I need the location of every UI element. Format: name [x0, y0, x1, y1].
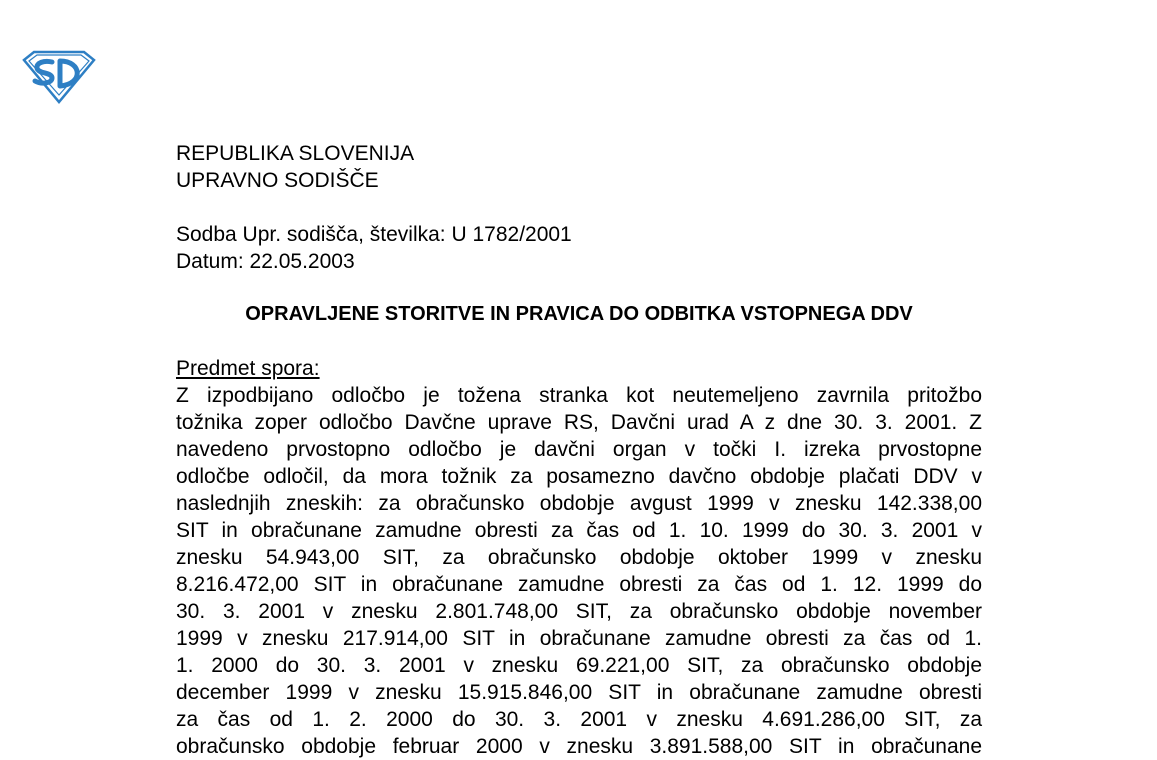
section-heading: Predmet spora:	[176, 357, 320, 380]
body-line: Z izpodbijano odločbo je tožena stranka kot neutemeljeno zavrnila pritožbo	[176, 384, 982, 407]
case-number: Sodba Upr. sodišča, številka: U 1782/2001	[176, 223, 572, 246]
section-body	[176, 382, 982, 760]
case-meta	[176, 221, 572, 275]
body-line: SIT in obračunane zamudne obresti za čas od 1. 10. 1999 do 30. 3. 2001 v	[176, 519, 982, 542]
document-title: OPRAVLJENE STORITVE IN PRAVICA DO ODBITKA VSTOPNEGA DDV	[245, 303, 913, 325]
header-court: UPRAVNO SODIŠČE	[176, 169, 379, 192]
body-line: 1. 2000 do 30. 3. 2001 v znesku 69.221,00 SIT, za obračunsko obdobje	[176, 654, 982, 677]
body-line: odločbe odločil, da mora tožnik za posamezno davčno obdobje plačati DDV v	[176, 465, 982, 488]
body-line: december 1999 v znesku 15.915.846,00 SIT in obračunane zamudne obresti	[176, 681, 982, 704]
body-line: znesku 54.943,00 SIT, za obračunsko obdobje oktober 1999 v znesku	[176, 546, 982, 569]
body-line: tožnika zoper odločbo Davčne uprave RS, Davčni urad A z dne 30. 3. 2001. Z	[176, 411, 982, 434]
court-logo-icon	[22, 48, 96, 104]
body-line: za čas od 1. 2. 2000 do 30. 3. 2001 v znesku 4.691.286,00 SIT, za	[176, 708, 982, 731]
case-date: Datum: 22.05.2003	[176, 250, 355, 273]
header-country: REPUBLIKA SLOVENIJA	[176, 142, 415, 165]
body-line: 30. 3. 2001 v znesku 2.801.748,00 SIT, za obračunsko obdobje november	[176, 600, 982, 623]
court-header	[176, 140, 414, 194]
body-line: navedeno prvostopno odločbo je davčni organ v točki I. izreka prvostopne	[176, 438, 982, 461]
body-line: obračunsko obdobje februar 2000 v znesku 3.891.588,00 SIT in obračunane	[176, 735, 982, 758]
body-line: naslednjih zneskih: za obračunsko obdobje avgust 1999 v znesku 142.338,00	[176, 492, 982, 515]
body-line: 1999 v znesku 217.914,00 SIT in obračunane zamudne obresti za čas od 1.	[176, 627, 982, 650]
body-line: 8.216.472,00 SIT in obračunane zamudne obresti za čas od 1. 12. 1999 do	[176, 573, 982, 596]
